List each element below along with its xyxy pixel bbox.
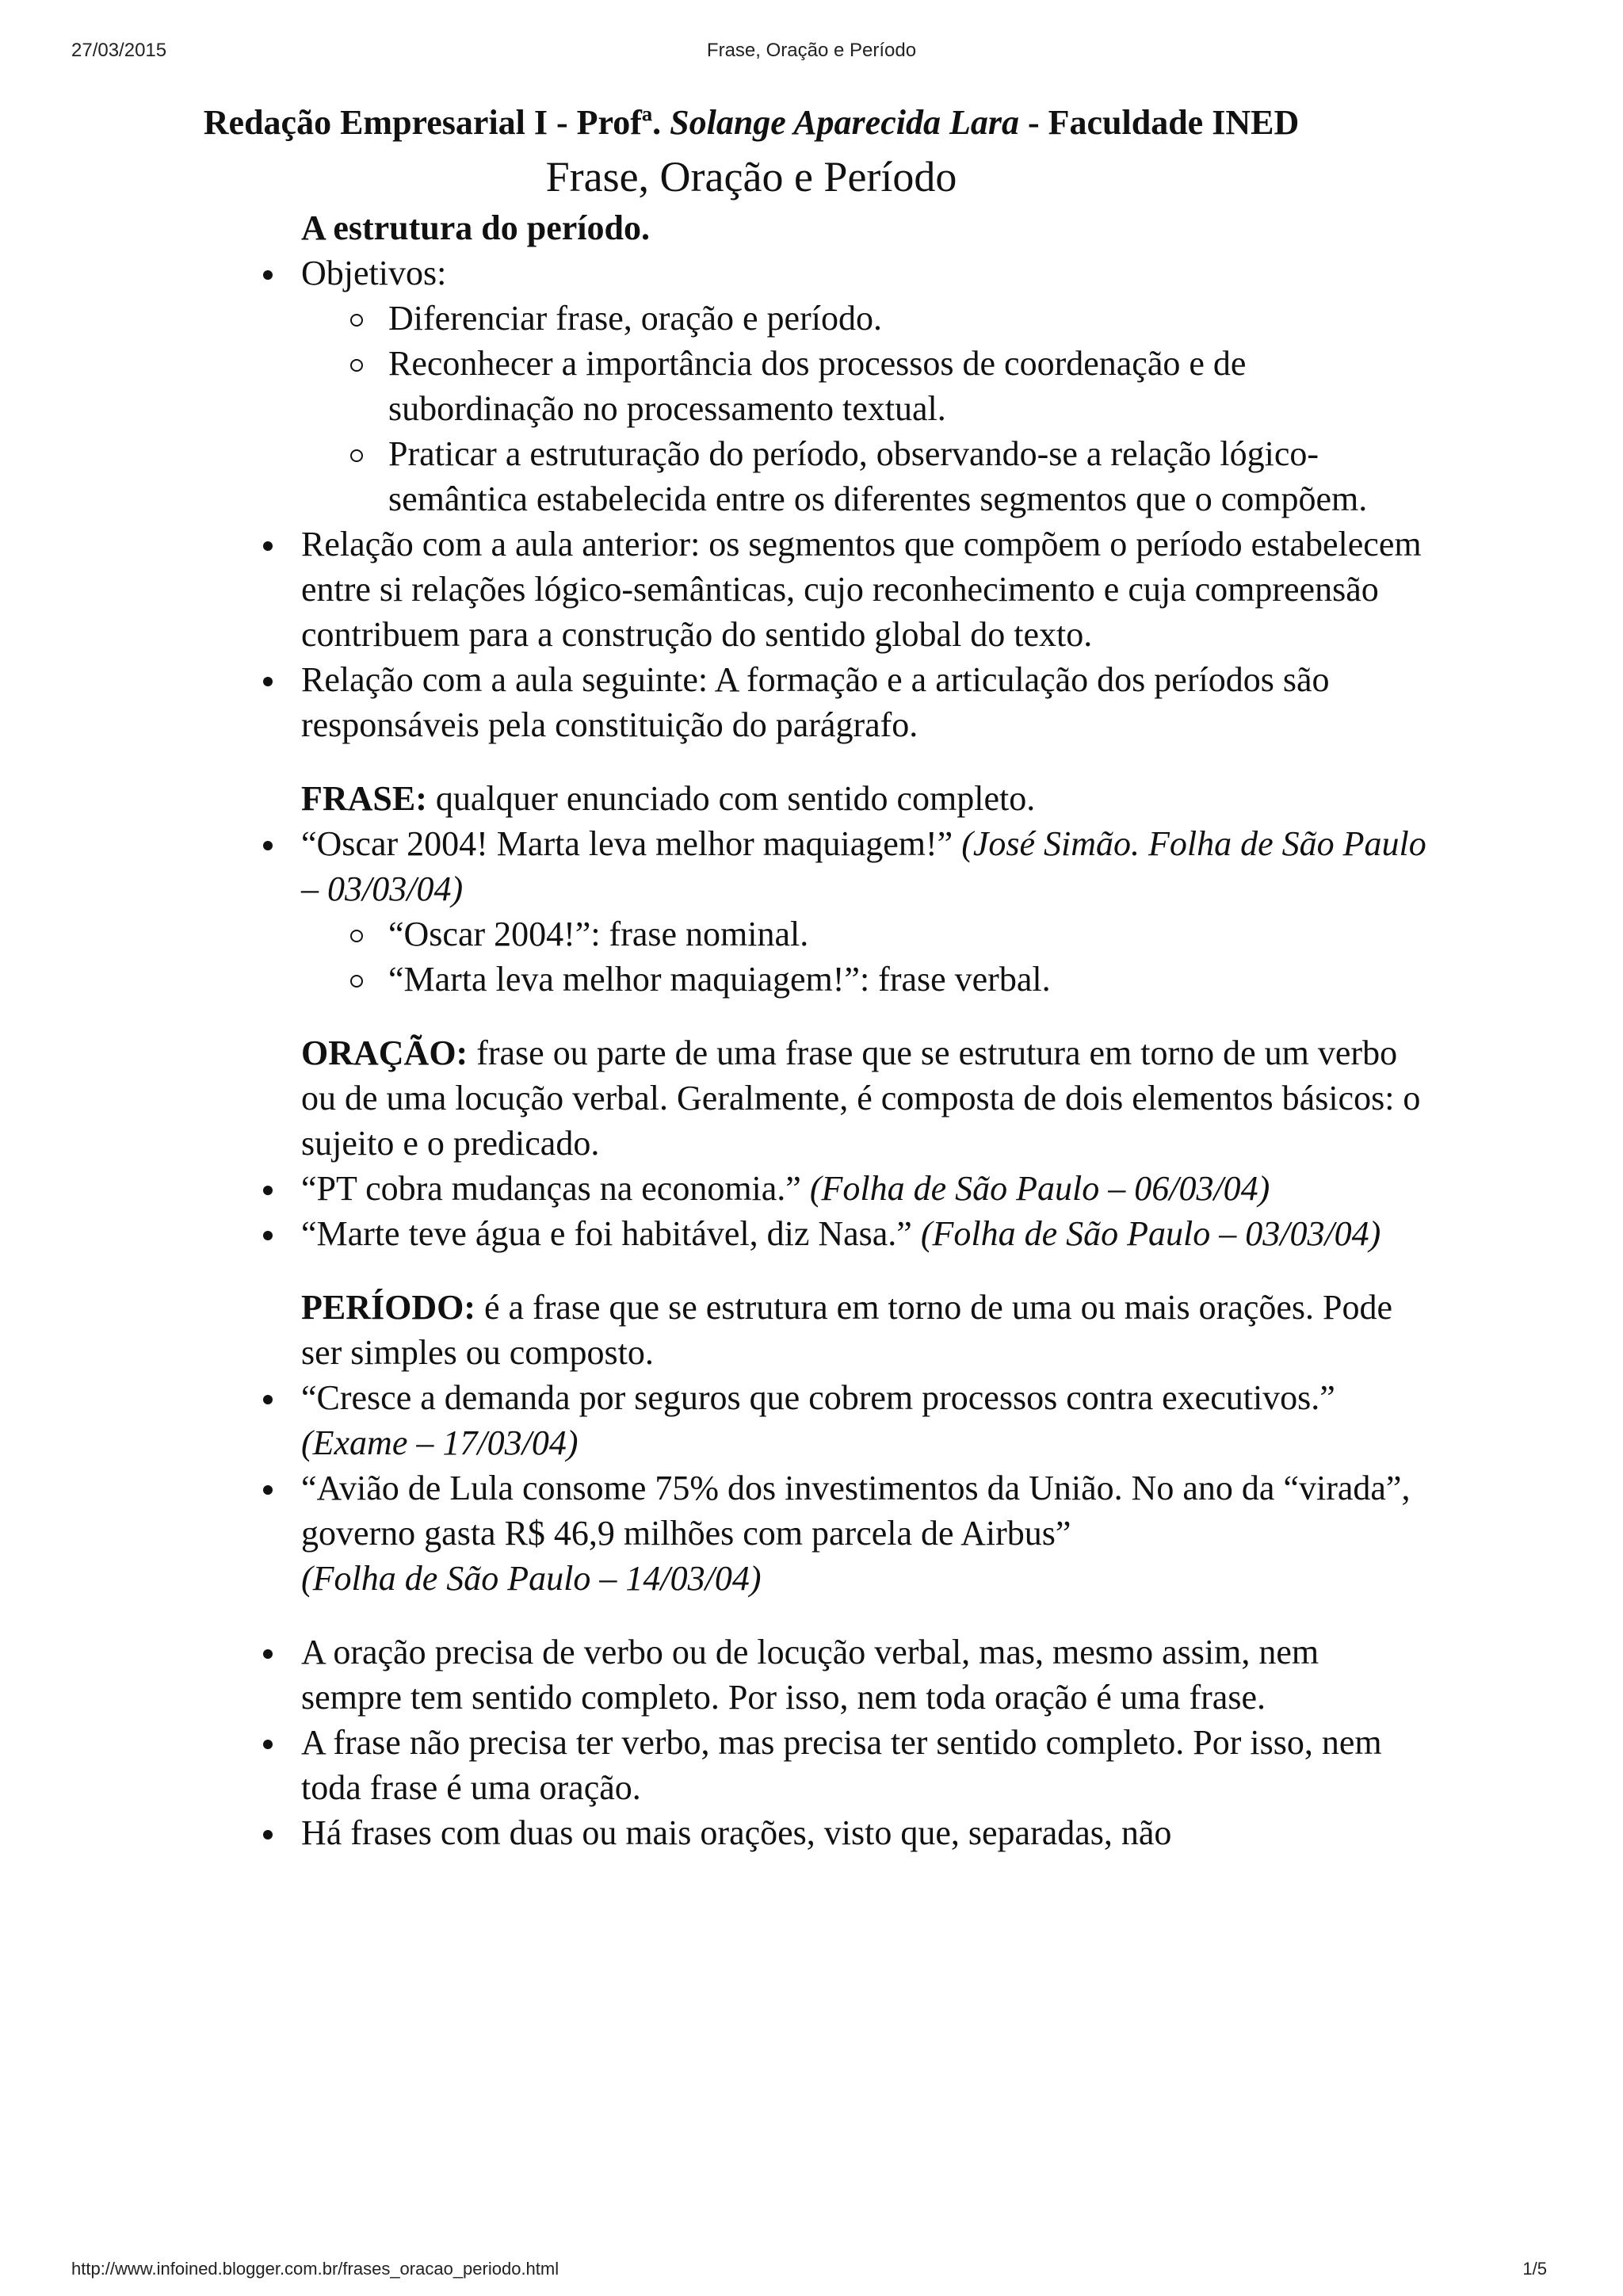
list-item: “Oscar 2004!”: frase nominal. [301,911,1426,957]
list-item: Há frases com duas ou mais orações, visto que, separadas, não [252,1810,1426,1855]
periodo-definition [301,1285,1426,1375]
frase-definition-text: qualquer enunciado com sentido completo. [426,779,1036,818]
periodo-term: PERÍODO: [301,1288,475,1327]
frase-example-citation: (José Simão. Folha de São Paulo – 03/03/04) [301,824,1426,908]
frase-term: FRASE: [301,779,427,818]
page-number: 1/5 [1522,2259,1547,2279]
list-item: Relação com a aula anterior: os segmentos que compõem o período estabelecem entre si relações lógico-semânticas, cujo reconhecimento e cuja compreensão contribuem para a construção do sentido global do texto. [252,521,1426,657]
objectives-label: Objetivos: [301,254,447,292]
list-item [252,1375,1426,1465]
oracao-example-1-citation: (Folha de São Paulo – 06/03/04) [800,1169,1270,1208]
periodo-example-2: “Avião de Lula consome 75% dos investimentos da União. No ano da “virada”, governo gasta R$ 46,9 milhões com parcela de Airbus” [301,1469,1411,1553]
course-title-part-c: - Faculdade INED [1027,103,1300,142]
objectives-sublist [301,296,1426,521]
list-item: Praticar a estruturação do período, observando-se a relação lógico-semântica estabelecida entre os diferentes segmentos que o compõem. [301,431,1426,521]
list-item: A frase não precisa ter verbo, mas precisa ter sentido completo. Por isso, nem toda frase é uma oração. [252,1720,1426,1810]
list-item [252,250,1426,521]
main-title: Frase, Oração e Período [545,153,957,201]
periodo-example-1: “Cresce a demanda por seguros que cobrem processos contra executivos.” [301,1378,1335,1417]
course-title [157,100,1346,145]
periodo-definition-text: é a frase que se estrutura em torno de uma ou mais orações. Pode ser simples ou composto. [301,1288,1393,1372]
notes-list [252,1629,1425,1855]
periodo-example-1-citation: (Exame – 17/03/04) [301,1423,579,1462]
frase-example: “Oscar 2004! Marta leva melhor maquiagem!” [301,824,953,863]
list-item [252,1166,1426,1211]
objectives-list [252,250,1425,747]
print-url: http://www.infoined.blogger.com.br/frases_oracao_periodo.html [71,2259,559,2279]
print-date: 27/03/2015 [71,40,167,61]
frase-sublist [301,911,1426,1002]
oracao-example-2-citation: (Folha de São Paulo – 03/03/04) [911,1214,1381,1253]
list-item: “Marta leva melhor maquiagem!”: frase verbal. [301,957,1426,1002]
oracao-examples [252,1166,1425,1256]
list-item [252,1465,1426,1601]
document-body [203,100,1426,1855]
list-item [252,821,1426,1002]
oracao-example-1: “PT cobra mudanças na economia.” [301,1169,801,1208]
frase-examples [252,821,1425,1002]
oracao-term: ORAÇÃO: [301,1033,468,1072]
periodo-examples [252,1375,1425,1601]
list-item: Diferenciar frase, oração e período. [301,296,1426,341]
frase-definition [301,776,1426,821]
print-page-title: Frase, Oração e Período [706,40,917,61]
course-title-teacher: Solange Aparecida Lara [670,103,1019,142]
list-item: Reconhecer a importância dos processos de coordenação e de subordinação no processamento textual. [301,341,1426,431]
course-title-part-a: Redação Empresarial I - Profª. [203,103,662,142]
oracao-example-2: “Marte teve água e foi habitável, diz Nasa.” [301,1214,912,1253]
periodo-example-2-citation: (Folha de São Paulo – 14/03/04) [301,1559,762,1598]
list-item: Relação com a aula seguinte: A formação e a articulação dos períodos são responsáveis pela constituição do parágrafo. [252,657,1426,747]
list-item [252,1211,1426,1256]
section-subhead: A estrutura do período. [301,208,650,247]
list-item: A oração precisa de verbo ou de locução verbal, mas, mesmo assim, nem sempre tem sentido completo. Por isso, nem toda oração é uma frase. [252,1629,1426,1720]
oracao-definition [301,1030,1426,1166]
oracao-definition-text: frase ou parte de uma frase que se estrutura em torno de um verbo ou de uma locução verbal. Geralmente, é composta de dois elementos básicos: o sujeito e o predicado. [301,1033,1421,1163]
